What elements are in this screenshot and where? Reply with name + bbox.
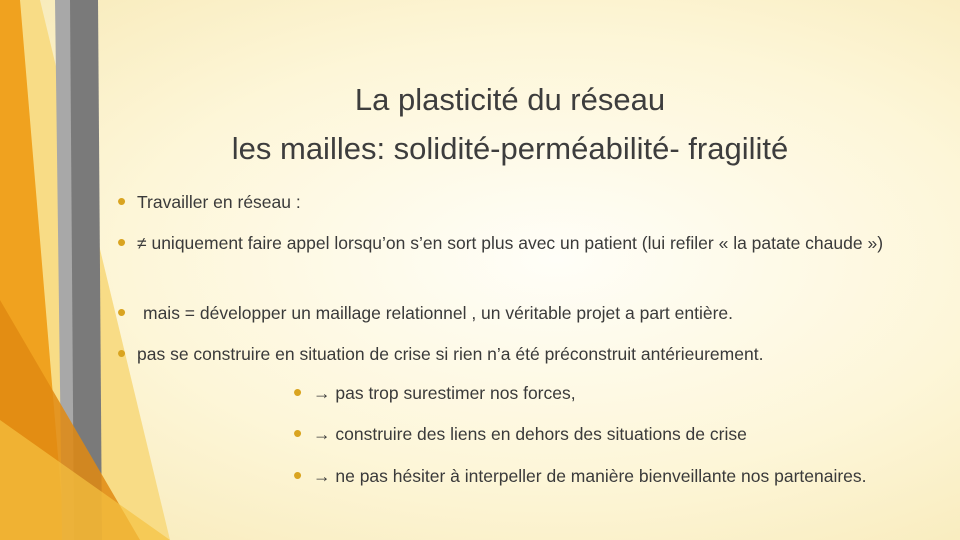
bullet-dot-icon: • bbox=[117, 338, 127, 368]
sub-bullet-text: → pas trop surestimer nos forces, bbox=[313, 383, 576, 403]
bullet-text: mais = développer un maillage relationnel , un véritable projet a part entière. bbox=[143, 303, 734, 323]
bullet-item bbox=[117, 338, 764, 368]
bullet-dot-icon: • bbox=[117, 227, 127, 257]
title-line-1: La plasticité du réseau bbox=[354, 82, 666, 117]
bullet-dot-icon: • bbox=[117, 186, 127, 216]
bullet-dot-icon: • bbox=[293, 460, 303, 490]
bullet-dot-icon: • bbox=[293, 377, 303, 407]
sub-bullet-text: → ne pas hésiter à interpeller de manière bienveillante nos partenaires. bbox=[313, 466, 867, 486]
bullet-item bbox=[117, 297, 734, 327]
bullet-dot-icon: • bbox=[293, 418, 303, 448]
bullet-item bbox=[117, 227, 917, 257]
title-line-2: les mailles: solidité-perméabilité- fragilité bbox=[231, 131, 789, 166]
sub-bullet-item bbox=[293, 377, 576, 407]
side-decoration bbox=[0, 0, 170, 540]
bullet-text: Travailler en réseau : bbox=[137, 192, 301, 212]
bullet-dot-icon: • bbox=[117, 297, 127, 327]
sub-bullet-item bbox=[293, 460, 913, 490]
bullet-text: ≠ uniquement faire appel lorsqu’on s’en sort plus avec un patient (lui refiler « la patate chaude ») bbox=[137, 233, 884, 253]
bullet-item bbox=[117, 186, 301, 216]
sub-bullet-text: → construire des liens en dehors des situations de crise bbox=[313, 424, 747, 444]
sub-bullet-item bbox=[293, 418, 747, 448]
bullet-text: pas se construire en situation de crise si rien n’a été préconstruit antérieurement. bbox=[137, 344, 764, 364]
